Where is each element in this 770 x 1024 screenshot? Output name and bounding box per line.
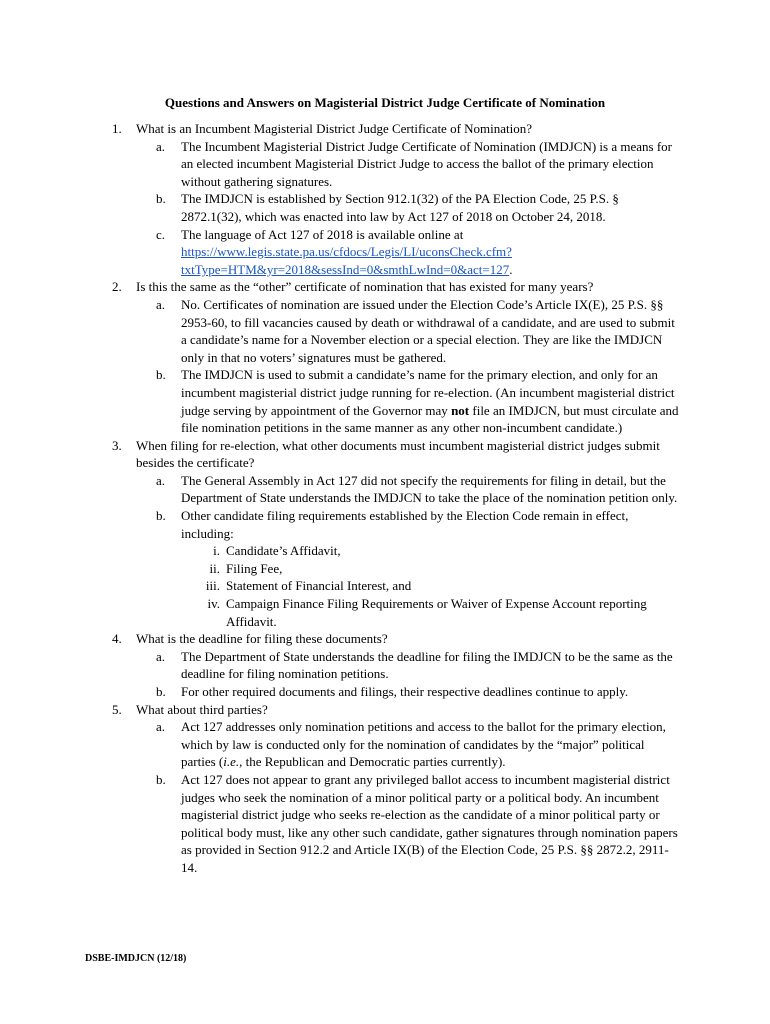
item-number: ii. <box>209 560 220 576</box>
answer-text-end: . <box>509 261 513 277</box>
answer-4b <box>112 683 682 701</box>
question-number: 5. <box>112 701 122 717</box>
answer-text: Act 127 does not appear to grant any privileged ballot access to incumbent magisterial district judges who seek the nomination of a minor political party or a political body. An incumbent magisterial district judge who seeks re-election as the candidate of a minor political party or political body must, like any other such candidate, gather signatures through nomination papers as provided in Section 912.2 and Article IX(B) of the Election Code, 25 P.S. §§ 2872.2, 2911-14. <box>181 771 678 875</box>
answer-letter: a. <box>156 296 166 312</box>
qa-list <box>112 120 682 877</box>
answer-text: The IMDJCN is used to submit a candidate’s name for the primary election, and only for an incumbent magisterial district judge running for re-election. (An incumbent magisterial district judge serving by appointment of the Governor may <box>181 367 675 418</box>
answer-letter: b. <box>156 684 166 699</box>
answer-5b <box>112 771 682 877</box>
answer-5a <box>112 718 682 771</box>
answer-3b <box>112 507 682 542</box>
item-number: i. <box>213 543 220 559</box>
form-code-footer: DSBE-IMDJCN (12/18) <box>85 953 187 964</box>
question-text: What is the deadline for filing these documents? <box>136 631 388 647</box>
answer-1a <box>112 138 682 191</box>
question-2 <box>112 278 682 296</box>
answer-letter: a. <box>156 472 166 488</box>
item-text: Candidate’s Affidavit, <box>226 543 341 559</box>
answer-3a <box>112 472 682 507</box>
emphasis-ie: i.e. <box>223 754 240 770</box>
answer-text: The IMDJCN is established by Section 912.1(32) of the PA Election Code, 25 P.S. § 2872.1(32), which was enacted into law by Act 127 of 2018 on October 24, 2018. <box>181 191 619 224</box>
answer-text: For other required documents and filings, their respective deadlines continue to apply. <box>181 684 629 699</box>
question-4 <box>112 630 682 648</box>
answer-2b <box>112 366 682 436</box>
item-number: iv. <box>207 596 220 612</box>
answer-letter: b. <box>156 508 166 524</box>
answer-text: No. Certificates of nomination are issued under the Election Code’s Article IX(E), 25 P.S. §§ 2953-60, to fill vacancies caused by death or withdrawal of a candidate, and are used to submit a candidate’s name for a November election or a special election. They are like the IMDJCN only in that no voters’ signatures must be gathered. <box>181 296 675 365</box>
answer-4a <box>112 648 682 683</box>
answer-letter: c. <box>156 226 166 242</box>
question-text: Is this the same as the “other” certificate of nomination that has existed for many years? <box>136 279 594 295</box>
answer-text: Act 127 addresses only nomination petitions and access to the ballot for the primary election, which by law is conducted only for the nomination of candidates by the “major” political parties ( <box>181 719 666 770</box>
answer-letter: a. <box>156 719 166 735</box>
answer-letter: b. <box>156 771 166 787</box>
question-number: 2. <box>112 279 122 295</box>
item-number: iii. <box>205 578 220 594</box>
requirement-item <box>112 542 682 560</box>
answer-text: The Incumbent Magisterial District Judge Certificate of Nomination (IMDJCN) is a means for an elected incumbent Magisterial District Judge to access the ballot of the primary election without gathering signatures. <box>181 138 672 189</box>
item-text: Campaign Finance Filing Requirements or Waiver of Expense Account reporting Affidavit. <box>226 596 647 629</box>
answer-1b <box>112 190 682 225</box>
question-number: 4. <box>112 631 122 647</box>
answer-letter: a. <box>156 648 166 664</box>
answer-1c <box>112 226 682 279</box>
item-text: Filing Fee, <box>226 560 283 576</box>
question-text: What about third parties? <box>136 701 268 717</box>
question-text: When filing for re-election, what other documents must incumbent magisterial district judges submit besides the certificate? <box>136 437 660 471</box>
answer-text: Other candidate filing requirements established by the Election Code remain in effect, including: <box>181 508 629 541</box>
question-3 <box>112 437 682 472</box>
answer-letter: b. <box>156 367 166 383</box>
item-text: Statement of Financial Interest, and <box>226 578 412 594</box>
answer-text: The Department of State understands the deadline for filing the IMDJCN to be the same as the deadline for filing nomination petitions. <box>181 648 673 682</box>
act-127-link[interactable]: https://www.legis.state.pa.us/cfdocs/Legis/LI/uconsCheck.cfm?txtType=HTM&yr=2018&sessInd=0&smthLwInd=0&act=127 <box>181 244 512 277</box>
question-5 <box>112 701 682 719</box>
question-1 <box>112 120 682 138</box>
answer-letter: b. <box>156 191 166 207</box>
requirement-item <box>112 595 682 630</box>
answer-text-end: file an IMDJCN, but must circulate and file nomination petitions in the same manner as any other non-incumbent candidate.) <box>181 402 679 436</box>
answer-text: The General Assembly in Act 127 did not specify the requirements for filing in detail, but the Department of State understands the IMDJCN to take the place of the nomination petition only. <box>181 472 678 506</box>
emphasis-not: not <box>451 402 470 418</box>
page-title: Questions and Answers on Magisterial District Judge Certificate of Nomination <box>164 95 606 110</box>
answer-text: The language of Act 127 of 2018 is available online at <box>181 226 464 242</box>
question-text: What is an Incumbent Magisterial District Judge Certificate of Nomination? <box>136 121 533 136</box>
requirement-item <box>112 560 682 578</box>
answer-text-end: , the Republican and Democratic parties currently). <box>239 754 506 770</box>
requirement-item <box>112 577 682 595</box>
question-number: 3. <box>112 437 122 453</box>
answer-letter: a. <box>156 138 166 154</box>
question-number: 1. <box>112 121 122 136</box>
answer-2a <box>112 296 682 366</box>
